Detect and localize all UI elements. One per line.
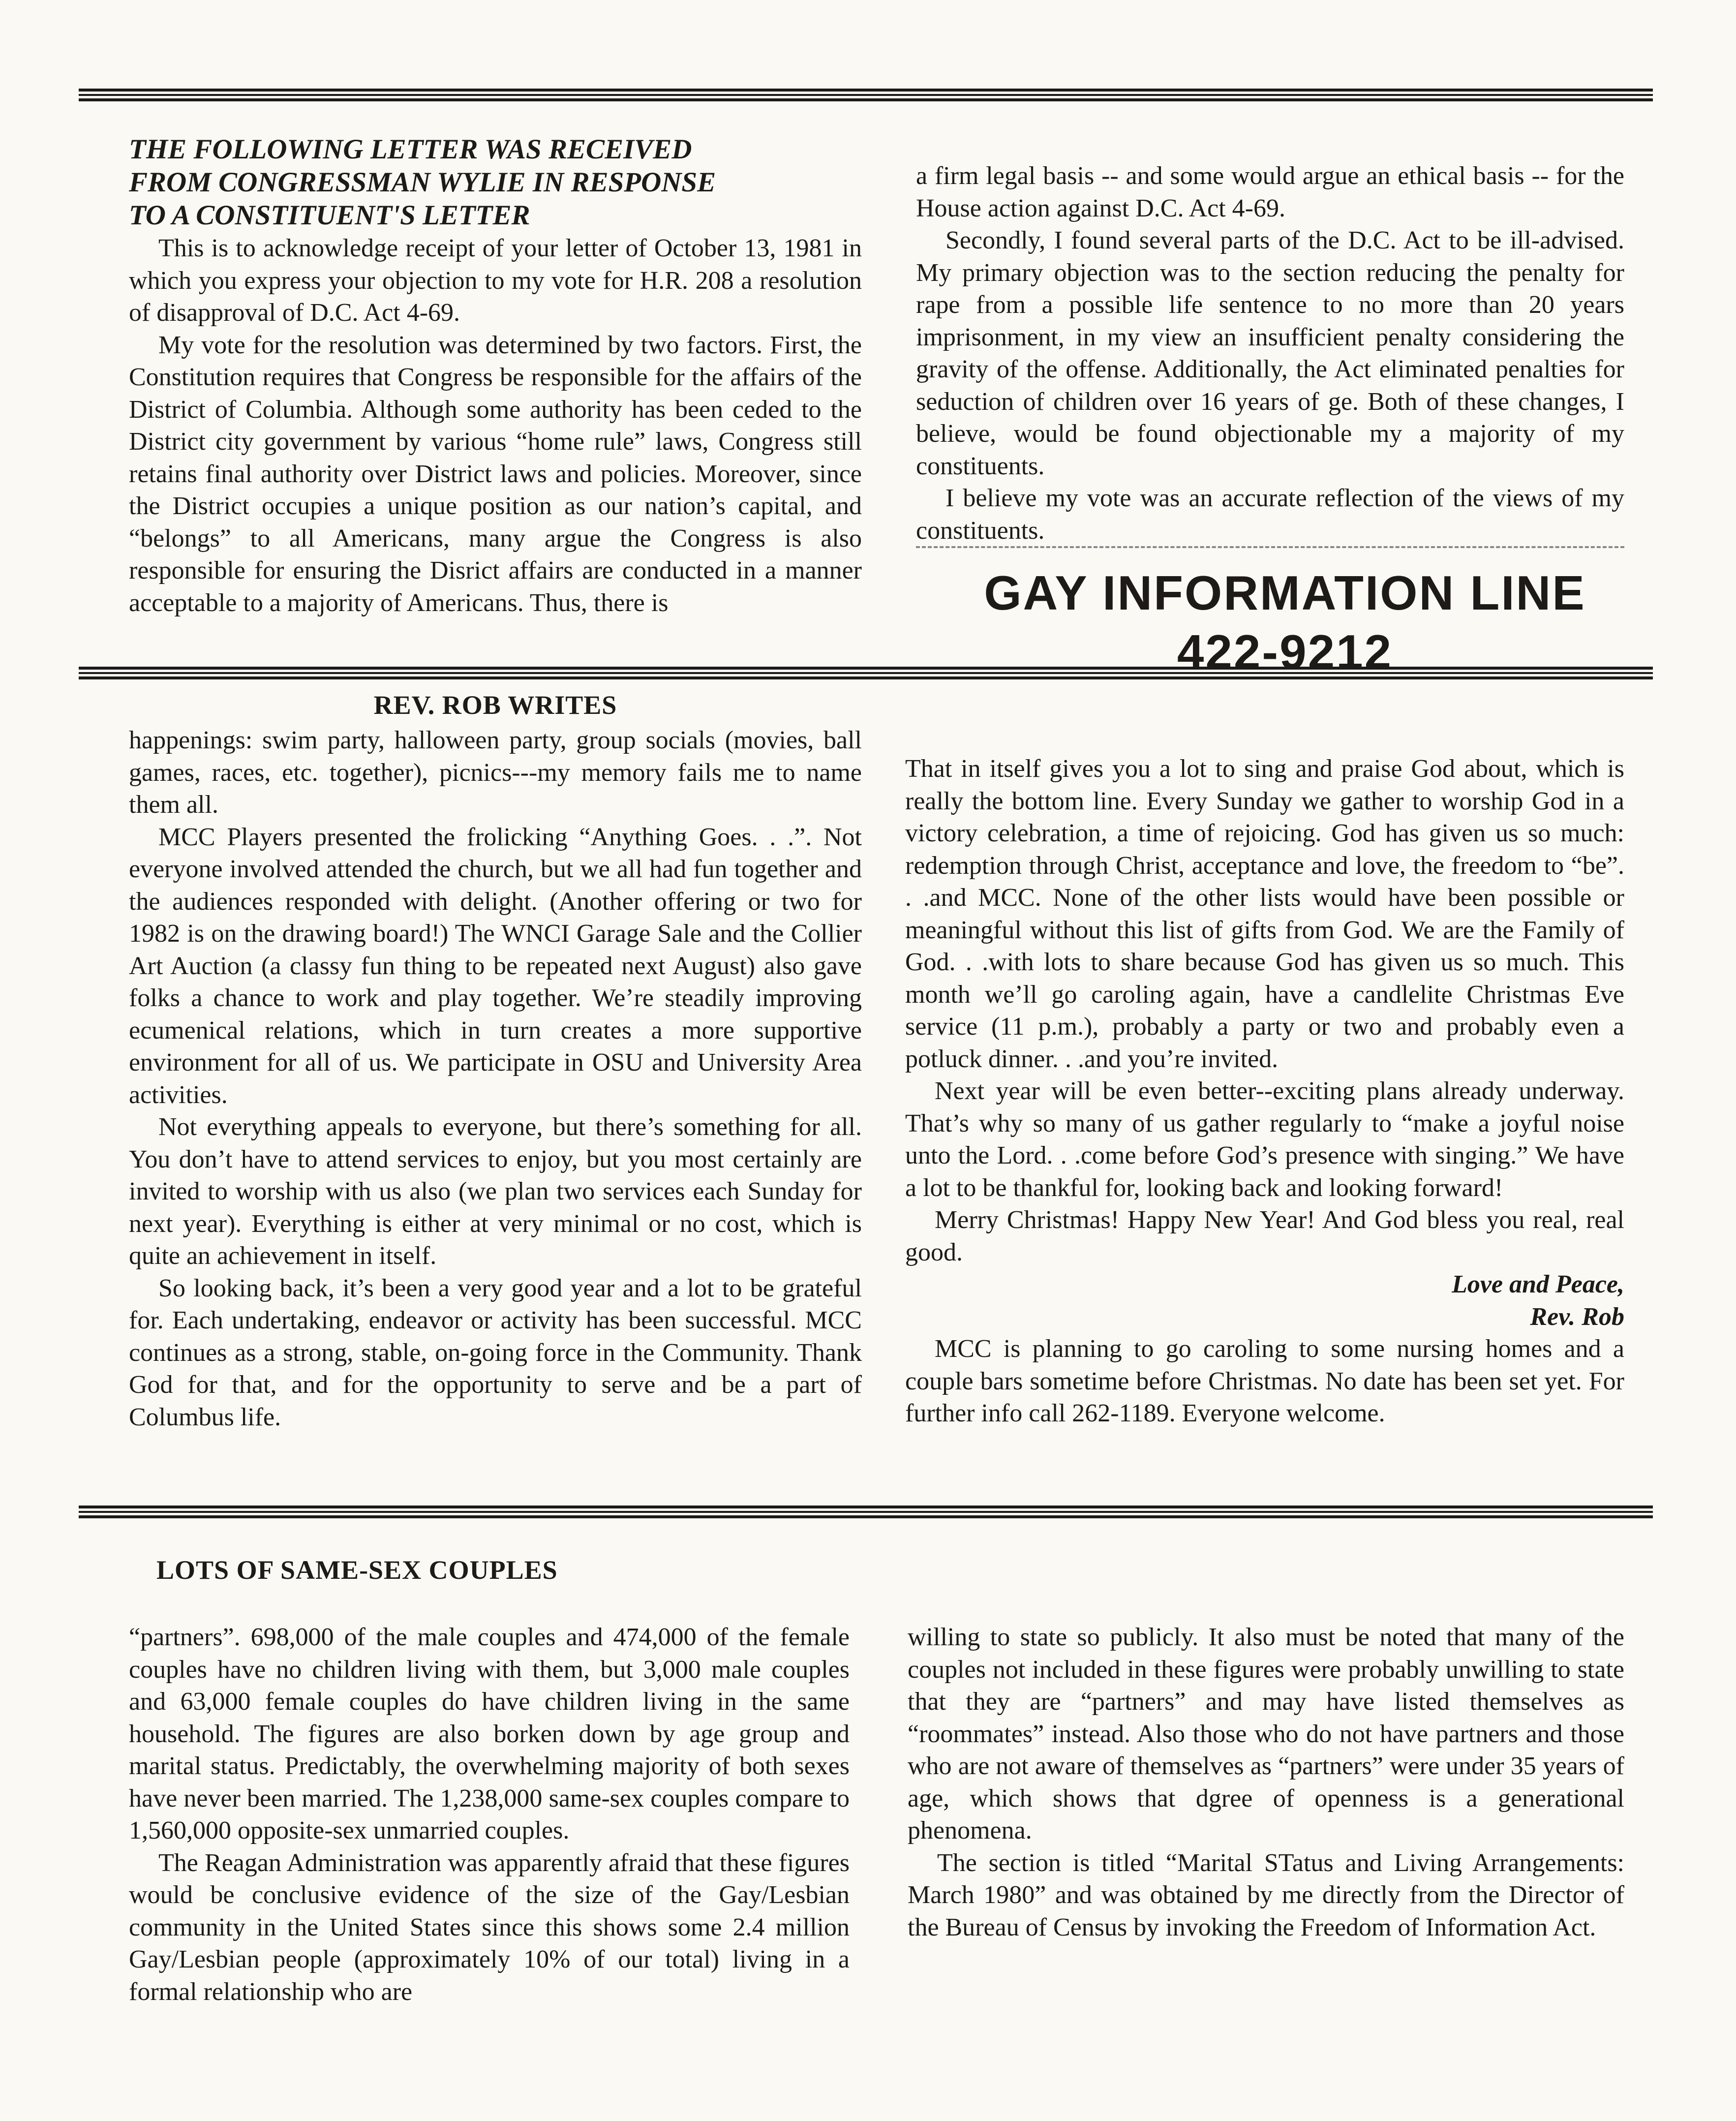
top-rule [79,89,1653,104]
gay-information-line [916,563,1654,681]
paragraph: Next year will be even better--exciting plans already underway. That’s why so many of us gather regularly to “make a joyful noise unto the Lord. . .come before God’s presence with singing.” We have a lot to be thankful for, looking back and looking forward! [905,1077,1624,1202]
paragraph: I believe my vote was an accurate reflection of the views of my constituents. [916,484,1624,545]
caroling-note: MCC is planning to go caroling to some nursing homes and a couple bars sometime before Christmas. No date has been set yet. For further info call 262-1189. Everyone welcome. [905,1335,1624,1427]
paragraph: This is to acknowledge receipt of your letter of October 13, 1981 in which you express your objection to my vote for H.R. 208 a resolution of disapproval of D.C. Act 4-69. [129,234,862,327]
paragraph: Secondly, I found several parts of the D.C. Act to be ill-advised. My primary objection was to the section reducing the penalty for rape from a possible life sentence to no more than 20 years imprisonment, in my view an insufficient penalty considering the gravity of the offense. Additionally, the Act eliminated penalties for seduction of children over 16 years of ge. Both of these changes, I believe, would be found objectionable my a majority of my constituents. [916,226,1624,480]
rev-rob-left-column [129,724,862,1433]
letter-right-column [916,160,1624,547]
paragraph: MCC Players presented the frolicking “Anything Goes. . .”. Not everyone involved attended the church, but we all had fun together and the audiences responded with delight. (Another offering or two for 1982 is on the drawing board!) The WNCI Garage Sale and the Collier Art Auction (a classy fun thing to be repeated next August) also gave folks a chance to work and play together. We’re steadily improving ecumenical relations, which in turn creates a more supportive environment for all of us. We participate in OSU and University Area activities. [129,823,862,1109]
dashed-divider [916,546,1624,548]
letter-left-column [129,232,862,619]
couples-heading: LOTS OF SAME-SEX COUPLES [156,1555,558,1585]
paragraph: The Reagan Administration was apparently afraid that these figures would be conclusive evidence of the size of the Gay/Lesbian community in the United States since this shows some 2.4 million Gay/Lesbian people (approximately 10% of our total) living in a formal relationship who are [129,1848,850,2006]
paragraph: That in itself gives you a lot to sing and praise God about, which is really the bottom line. Every Sunday we gather to worship God in a victory celebration, a time of rejoicing. God has given us so much: redemption through Christ, acceptance and love, the freedom to “be”. . .and MCC. None of the other lists would have been possible or meaningful without this list of gifts from God. We are the Family of God. . .with lots to share because God has given us so much. This month we’ll go caroling again, have a candlelite Christmas Eve service (11 p.m.), probably a party or two and probably even a potluck dinner. . .and you’re invited. [905,755,1624,1073]
paragraph: Not everything appeals to everyone, but there’s something for all. You don’t have to attend services to enjoy, but you most certainly are invited to worship with us also (we plan two services each Sunday for next year). Everything is either at very minimal or no cost, which is quite an achievement in itself. [129,1113,862,1270]
couples-left-column [129,1621,850,2008]
section-rule-2 [79,1506,1653,1521]
letter-heading: THE FOLLOWING LETTER WAS RECEIVED FROM CONGRESSMAN WYLIE IN RESPONSE TO A CONSTITUENT'S LETTER [129,134,716,231]
paragraph: The section is titled “Marital STatus and Living Arrangements: March 1980” and was obtained by me directly from the Director of the Bureau of Census by invoking the Freedom of Information Act. [908,1848,1624,1941]
paragraph: willing to state so publicly. It also must be noted that many of the couples not included in these figures were probably unwilling to state that they are “partners” and may have listed themselves as “roommates” instead. Also those who do not have partners and those who are not aware of themselves as “partners” were under 35 years of age, which shows that dgree of openness is a generational phenomena. [908,1623,1624,1844]
gay-line-phone: 422-9212 [1177,625,1393,679]
couples-right-column [908,1621,1624,1943]
rev-rob-right-column [905,753,1624,1430]
gay-line-title: GAY INFORMATION LINE [984,566,1586,620]
signature: Love and Peace, Rev. Rob [1452,1270,1624,1331]
paragraph: So looking back, it’s been a very good year and a lot to be grateful for. Each undertaking, endeavor or activity has been successful. MCC continues as a strong, stable, on-going force in the Community. Thank God for that, and for the opportunity to serve and be a part of Columbus life. [129,1274,862,1431]
paragraph: a firm legal basis -- and some would argue an ethical basis -- for the House action against D.C. Act 4-69. [916,162,1624,222]
paragraph: “partners”. 698,000 of the male couples and 474,000 of the female couples have no children living with them, but 3,000 male couples and 63,000 female couples do have children living in the same household. The figures are also borken down by age group and marital status. Predictably, the overwhelming majority of both sexes have never been married. The 1,238,000 same-sex couples compare to 1,560,000 opposite-sex unmarried couples. [129,1623,850,1844]
paragraph: My vote for the resolution was determined by two factors. First, the Constitution requires that Congress be responsible for the affairs of the District of Columbia. Although some authority has been ceded to the District city government by various “home rule” laws, Congress still retains final authority over District laws and policies. Moreover, since the District occupies a unique position as our nation’s capital, and “belongs” to all Americans, many argue the Congress is also responsible for ensuring the Disrict affairs are conducted in a manner acceptable to a majority of Americans. Thus, there is [129,331,862,617]
paragraph: happenings: swim party, halloween party, group socials (movies, ball games, races, etc. together), picnics---my memory fails me to name them all. [129,726,862,819]
paragraph: Merry Christmas! Happy New Year! And God bless you real, real good. [905,1206,1624,1266]
rev-rob-heading: REV. ROB WRITES [373,690,617,720]
